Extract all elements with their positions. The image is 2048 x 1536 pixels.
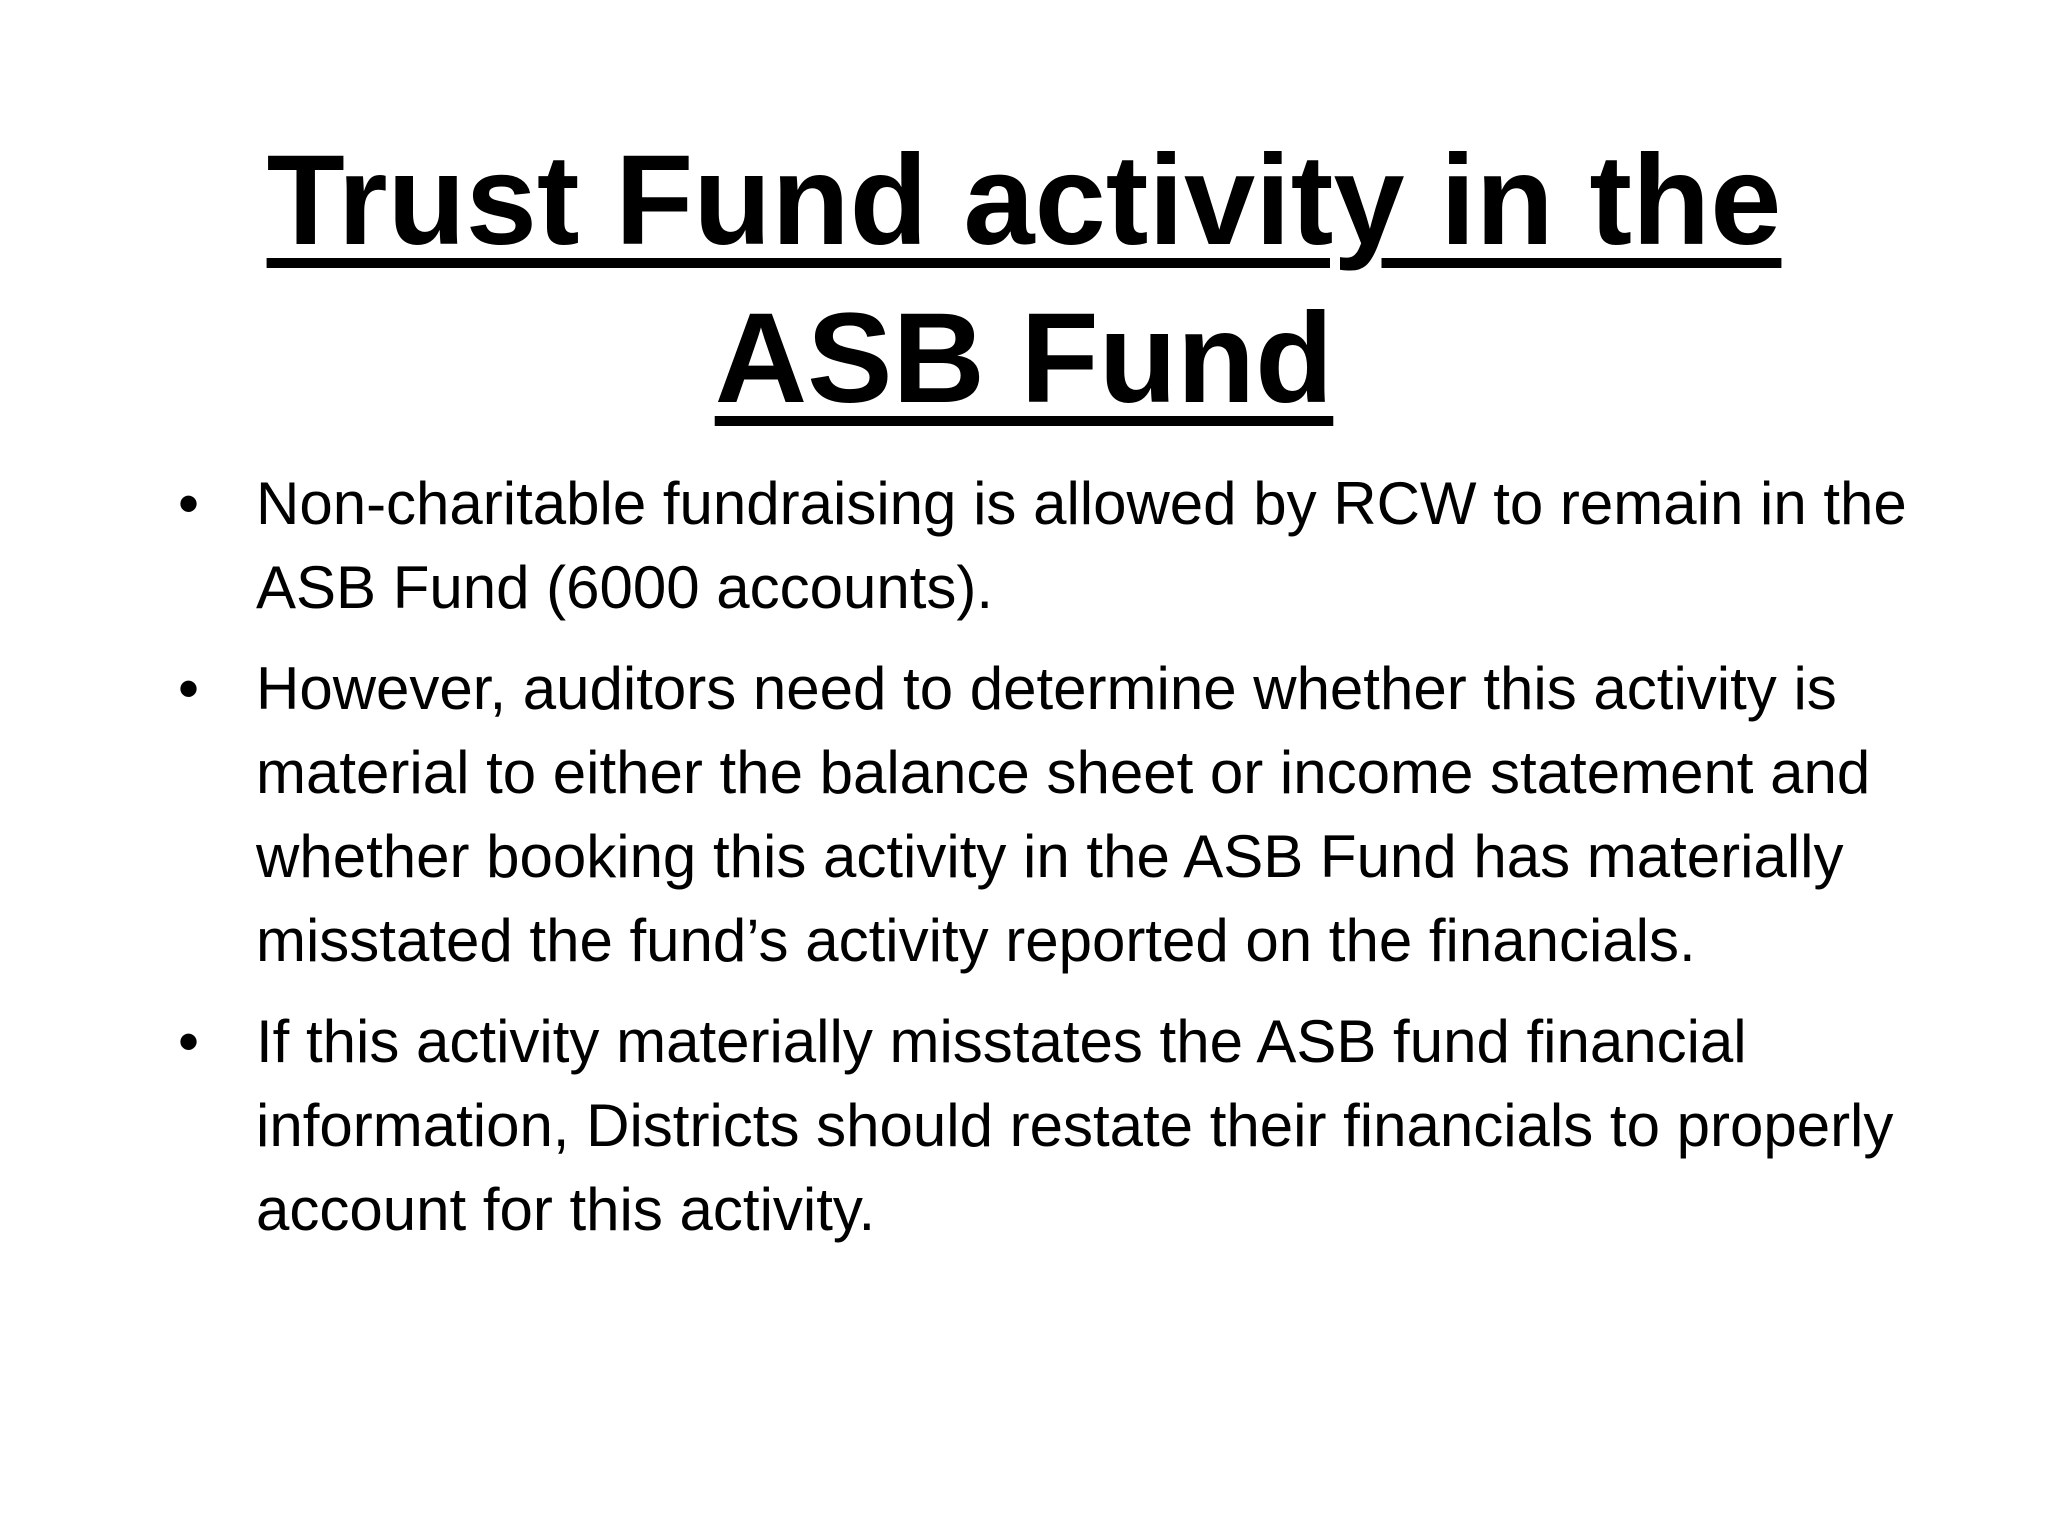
bullet-text: Non-charitable fundraising is allowed by RCW to remain in the ASB Fund (6000 accounts). [256,470,1907,621]
bullet-list [170,462,1910,1269]
slide-title-line-2: ASB Fund [714,287,1334,430]
bullet-item [170,647,1910,983]
bullet-text: If this activity materially misstates the ASB fund financial information, Districts should restate their financials to properly account for this activity. [256,1008,1894,1243]
bullet-item [170,1000,1910,1252]
slide-title [0,122,2048,438]
bullet-icon: • [178,655,200,722]
bullet-text: However, auditors need to determine whether this activity is material to either the balance sheet or income statement and whether booking this activity in the ASB Fund has materially misstated the fund’s activity reported on the financials. [256,655,1871,974]
slide-title-line-1: Trust Fund activity in the [266,129,1782,272]
bullet-icon: • [178,470,200,537]
bullet-item [170,462,1910,630]
bullet-icon: • [178,1008,200,1075]
